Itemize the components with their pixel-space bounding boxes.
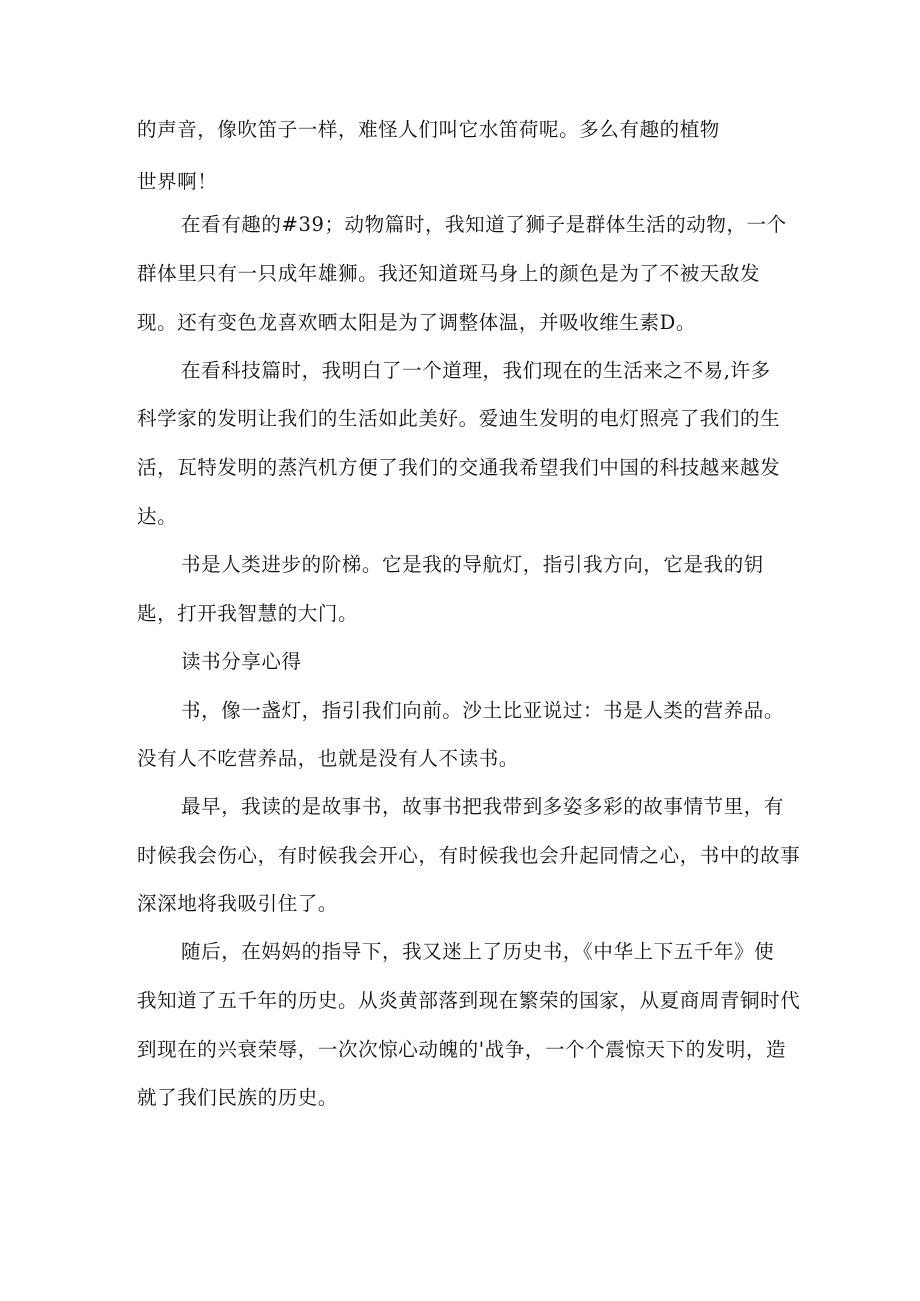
text-line: 没有人不吃营养品，也就是没有人不读书。 [137,747,519,770]
text-line: 达。 [137,505,178,528]
paragraph-start-line: 随后，在妈妈的指导下，我又迷上了历史书，《中华上下五千年》使 [181,940,775,963]
text-line: 就了我们民族的历史。 [137,1086,339,1109]
text-line: 我知道了五千年的历史。从炎黄部落到现在繁荣的国家，从夏商周青铜时代 [137,989,801,1012]
text-line: 现。还有变色龙喜欢晒太阳是为了调整体温，并吸收维生素D。 [137,311,696,334]
text-line: 到现在的兴衰荣辱，一次次惊心动魄的'战争，一个个震惊天下的发明，造 [137,1038,787,1061]
text-line: 科学家的发明让我们的生活如此美好。爱迪生发明的电灯照亮了我们的生 [137,407,781,430]
text-line: 活，瓦特发明的蒸汽机方便了我们的交通我希望我们中国的科技越来越发 [137,456,781,479]
paragraph-start-line: 书是人类进步的阶梯。它是我的导航灯，指引我方向，它是我的钥 [181,553,764,576]
paragraph-start-line: 在看科技篇时，我明白了一个道理，我们现在的生活来之不易,许多 [181,359,771,382]
paragraph-start-line: 书，像一盏灯，指引我们向前。沙土比亚说过：书是人类的营养品。 [181,699,785,722]
text-line: 的声音，像吹笛子一样，难怪人们叫它水笛荷呢。多么有趣的植物 [137,118,720,141]
text-line: 时候我会伤心，有时候我会开心，有时候我也会升起同情之心，书中的故事 [137,844,801,867]
text-line: 深深地将我吸引住了。 [137,892,339,915]
paragraph-start-line: 在看有趣的#39；动物篇时，我知道了狮子是群体生活的动物，一个 [181,213,787,236]
text-line: 群体里只有一只成年雄狮。我还知道斑马身上的颜色是为了不被天敌发 [137,262,761,285]
paragraph-start-line: 最早，我读的是故事书，故事书把我带到多姿多彩的故事情节里，有 [181,795,785,818]
section-heading: 读书分享心得 [181,650,302,673]
text-line: 世界啊！ [137,170,218,193]
text-line: 匙，打开我智慧的大门。 [137,602,359,625]
